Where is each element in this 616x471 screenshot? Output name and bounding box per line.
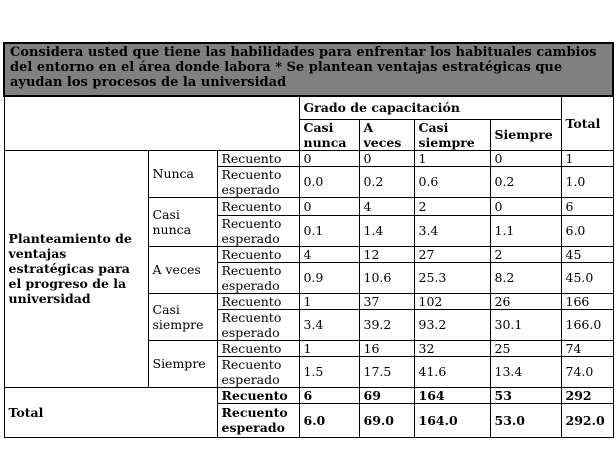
total-cell: 292.0 [561, 403, 613, 437]
table-cell: 0.2 [359, 166, 414, 197]
table-cell: 3.4 [414, 215, 490, 246]
row-label: Siempre [148, 340, 217, 387]
table-cell: 1 [414, 150, 490, 166]
total-row [4, 387, 613, 403]
total-cell: 53 [490, 387, 561, 403]
stat-label: Recuento [217, 197, 299, 215]
table-cell: 1.1 [490, 215, 561, 246]
table-cell: 13.4 [490, 356, 561, 387]
table-cell: 0.9 [299, 262, 359, 293]
table-cell: 6 [561, 197, 613, 215]
column-group-header: Grado de capacitación [299, 96, 561, 119]
table-cell: 4 [359, 197, 414, 215]
total-cell: 164 [414, 387, 490, 403]
table-cell: 102 [414, 293, 490, 309]
total-cell: 6.0 [299, 403, 359, 437]
table-cell: 1.0 [561, 166, 613, 197]
stat-label: Recuento esperado [217, 166, 299, 197]
table-cell: 12 [359, 246, 414, 262]
table-cell: 166.0 [561, 309, 613, 340]
table-row [4, 150, 613, 166]
crosstab-table [3, 42, 614, 438]
table-cell: 0 [490, 150, 561, 166]
table-cell: 45 [561, 246, 613, 262]
table-cell: 1 [299, 293, 359, 309]
stat-label: Recuento esperado [217, 262, 299, 293]
table-cell: 6.0 [561, 215, 613, 246]
table-cell: 41.6 [414, 356, 490, 387]
table-cell: 8.2 [490, 262, 561, 293]
total-cell: 69.0 [359, 403, 414, 437]
total-cell: 292 [561, 387, 613, 403]
table-cell: 27 [414, 246, 490, 262]
row-label: Nunca [148, 150, 217, 197]
table-cell: 1.4 [359, 215, 414, 246]
table-cell: 25 [490, 340, 561, 356]
table-cell: 2 [414, 197, 490, 215]
total-cell: 69 [359, 387, 414, 403]
table-cell: 74 [561, 340, 613, 356]
table-cell: 10.6 [359, 262, 414, 293]
stat-label: Recuento [217, 293, 299, 309]
stat-label: Recuento esperado [217, 215, 299, 246]
stat-label: Recuento [217, 387, 299, 403]
table-cell: 32 [414, 340, 490, 356]
table-cell: 30.1 [490, 309, 561, 340]
table-cell: 37 [359, 293, 414, 309]
table-cell: 0 [299, 150, 359, 166]
stat-label: Recuento esperado [217, 309, 299, 340]
table-cell: 0.2 [490, 166, 561, 197]
table-cell: 1 [561, 150, 613, 166]
row-group-header: Planteamiento de ventajas estratégicas para el progreso de la universidad [4, 150, 148, 387]
table-cell: 17.5 [359, 356, 414, 387]
table-cell: 3.4 [299, 309, 359, 340]
table-cell: 25.3 [414, 262, 490, 293]
table-cell: 26 [490, 293, 561, 309]
table-cell: 45.0 [561, 262, 613, 293]
table-cell: 0 [299, 197, 359, 215]
table-cell: 166 [561, 293, 613, 309]
stat-label: Recuento esperado [217, 403, 299, 437]
stat-label: Recuento [217, 246, 299, 262]
table-cell: 2 [490, 246, 561, 262]
table-cell: 4 [299, 246, 359, 262]
table-cell: 39.2 [359, 309, 414, 340]
table-cell: 74.0 [561, 356, 613, 387]
stat-label: Recuento [217, 150, 299, 166]
table-cell: 93.2 [414, 309, 490, 340]
table-cell: 1.5 [299, 356, 359, 387]
column-header-casi-nunca: Casi nunca [299, 119, 359, 150]
table-cell: 0.0 [299, 166, 359, 197]
column-header-casi-siempre: Casi siempre [414, 119, 490, 150]
row-label: Casi siempre [148, 293, 217, 340]
total-cell: 164.0 [414, 403, 490, 437]
total-cell: 6 [299, 387, 359, 403]
stat-label: Recuento esperado [217, 356, 299, 387]
header-corner [4, 96, 299, 150]
stat-label: Recuento [217, 340, 299, 356]
table-cell: 1 [299, 340, 359, 356]
table-cell: 0 [359, 150, 414, 166]
row-label: A veces [148, 246, 217, 293]
row-label: Casi nunca [148, 197, 217, 246]
table-cell: 0 [490, 197, 561, 215]
table-title: Considera usted que tiene las habilidades para enfrentar los habituales cambios del entorno en el área donde labora * Se plantean ventajas estratégicas que ayudan los procesos de la universidad [4, 43, 613, 96]
column-header-siempre: Siempre [490, 119, 561, 150]
column-header-total: Total [561, 96, 613, 150]
column-header-a-veces: A veces [359, 119, 414, 150]
total-row-label: Total [4, 387, 217, 437]
total-cell: 53.0 [490, 403, 561, 437]
table-cell: 16 [359, 340, 414, 356]
table-cell: 0.1 [299, 215, 359, 246]
table-cell: 0.6 [414, 166, 490, 197]
